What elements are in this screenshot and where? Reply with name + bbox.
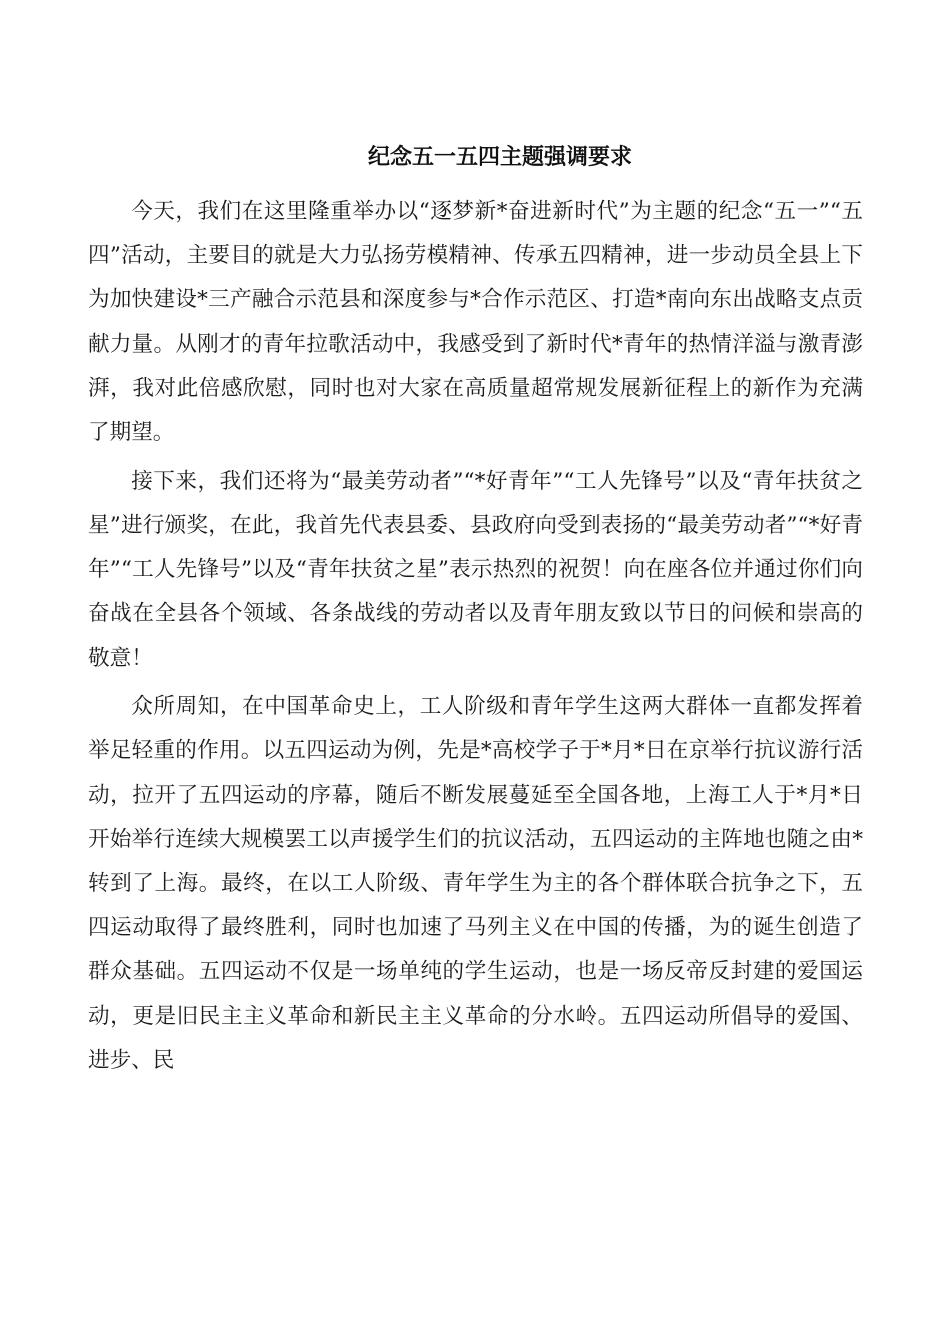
document-body <box>88 190 863 1083</box>
paragraph-3: 众所周知，在中国革命史上，工人阶级和青年学生这两大群体一直都发挥着举足轻重的作用。以五四运动为例，先是*高校学子于*月*日在京举行抗议游行活动，拉开了五四运动的序幕，随后不断发展蔓延至全国各地，上海工人于*月*日开始举行连续大规模罢工以声援学生们的抗议活动，五四运动的主阵地也随之由*转到了上海。最终，在以工人阶级、青年学生为主的各个群体联合抗争之下，五四运动取得了最终胜利，同时也加速了马列主义在中国的传播，为的诞生创造了群众基础。五四运动不仅是一场单纯的学生运动，也是一场反帝反封建的爱国运动，更是旧民主主义革命和新民主主义革命的分水岭。五四运动所倡导的爱国、进步、民 <box>88 694 863 1073</box>
paragraph-2: 接下来，我们还将为“最美劳动者”“*好青年”“工人先锋号”以及“青年扶贫之星”进行颁奖，在此，我首先代表县委、县政府向受到表扬的“最美劳动者”“*好青年”“工人先锋号”以及“青年扶贫之星”表示热烈的祝贺！向在座各位并通过你们向奋战在全县各个领域、各条战线的劳动者以及青年朋友致以节日的问候和崇高的敬意！ <box>88 468 863 671</box>
paragraph-1: 今天，我们在这里隆重举办以“逐梦新*奋进新时代”为主题的纪念“五一”“五四”活动，主要目的就是大力弘扬劳模精神、传承五四精神，进一步动员全县上下为加快建设*三产融合示范县和深度参与*合作示范区、打造*南向东出战略支点贡献力量。从刚才的青年拉歌活动中，我感受到了新时代*青年的热情洋溢与激青澎湃，我对此倍感欣慰，同时也对大家在高质量超常规发展新征程上的新作为充满了期望。 <box>88 199 863 446</box>
document-title: 纪念五一五四主题强调要求 <box>367 144 632 170</box>
